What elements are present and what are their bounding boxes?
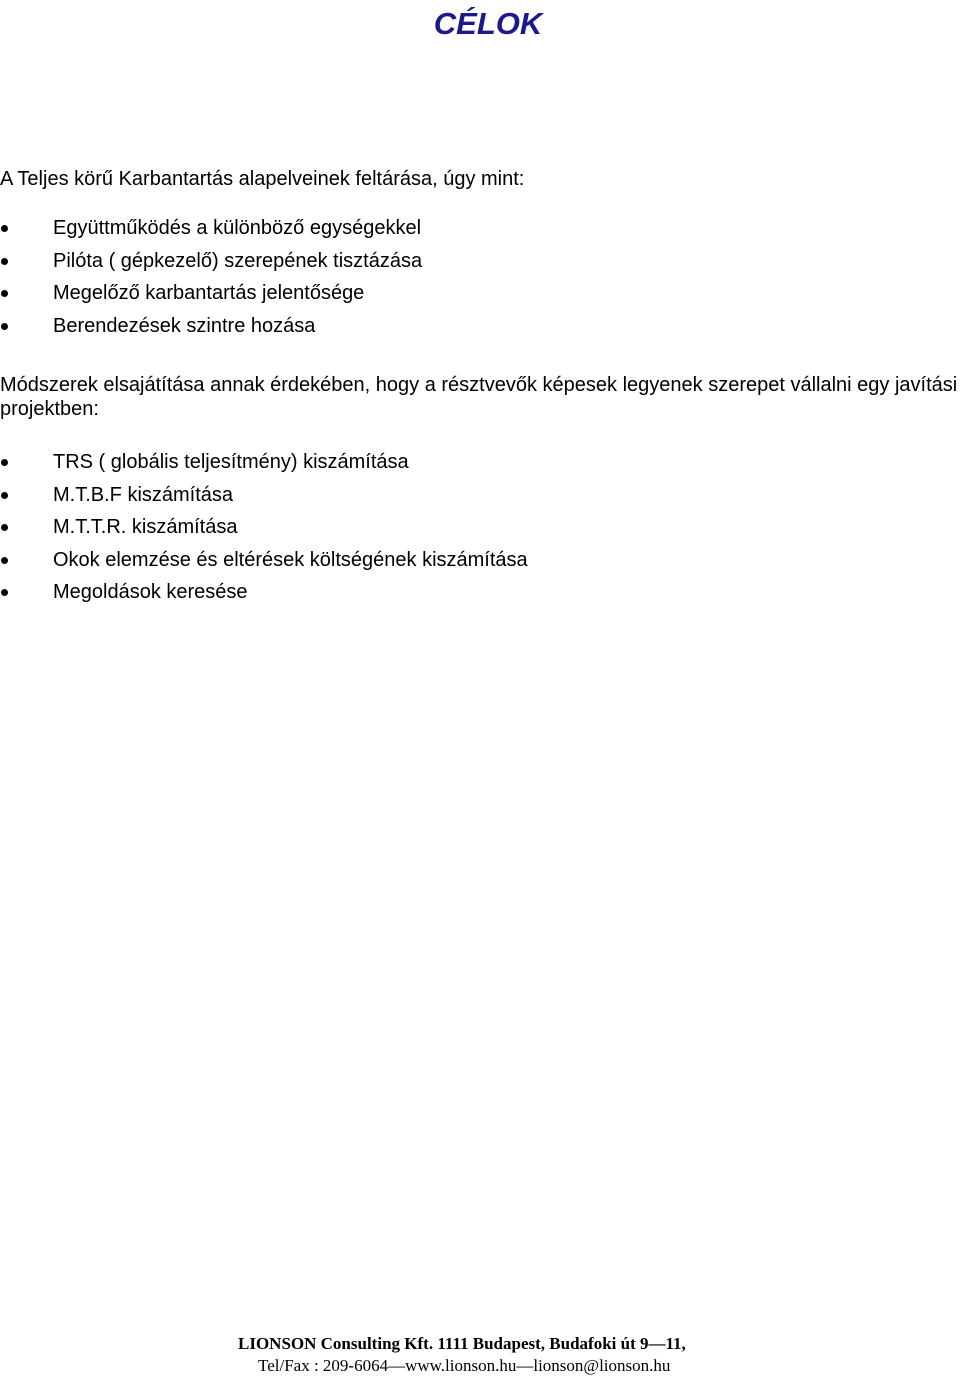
bullet-icon xyxy=(1,459,8,466)
bullet-icon xyxy=(1,492,8,499)
list-item-text: Együttműködés a különböző egységekkel xyxy=(53,217,422,239)
list-item-text: TRS ( globális teljesítmény) kiszámítása xyxy=(53,451,409,473)
bullet-icon xyxy=(1,524,8,531)
list-item-text: Megoldások keresése xyxy=(53,581,248,603)
bullet-icon xyxy=(1,557,8,564)
bullet-icon xyxy=(1,290,8,297)
list-item-text: M.T.B.F kiszámítása xyxy=(53,483,234,506)
footer-company-line: LIONSON Consulting Kft. 1111 Budapest, Budafoki út 9—11, xyxy=(238,1334,686,1353)
list-item-text: Megelőző karbantartás jelentősége xyxy=(53,282,365,304)
intro-text: A Teljes körű Karbantartás alapelveinek feltárása, úgy mint: xyxy=(0,168,525,190)
page-title: CÉLOK xyxy=(433,6,543,41)
bullet-icon xyxy=(1,323,8,330)
footer-contact-line: Tel/Fax : 209-6064—www.lionson.hu—lionson@lionson.hu xyxy=(258,1356,671,1375)
list-item-text: M.T.T.R. kiszámítása xyxy=(53,516,238,538)
methods-text: Módszerek elsajátítása annak érdekében, hogy a résztvevők képesek legyenek szerepet vállalni egy javítási projektben: xyxy=(0,374,958,420)
bullet-icon xyxy=(1,225,8,232)
bullet-icon xyxy=(1,589,8,596)
bullet-icon xyxy=(1,258,8,265)
list-item-text: Berendezések szintre hozása xyxy=(53,314,316,337)
list-item-text: Pilóta ( gépkezelő) szerepének tisztázása xyxy=(53,249,423,272)
list-item-text: Okok elemzése és eltérések költségének kiszámítása xyxy=(53,548,528,571)
